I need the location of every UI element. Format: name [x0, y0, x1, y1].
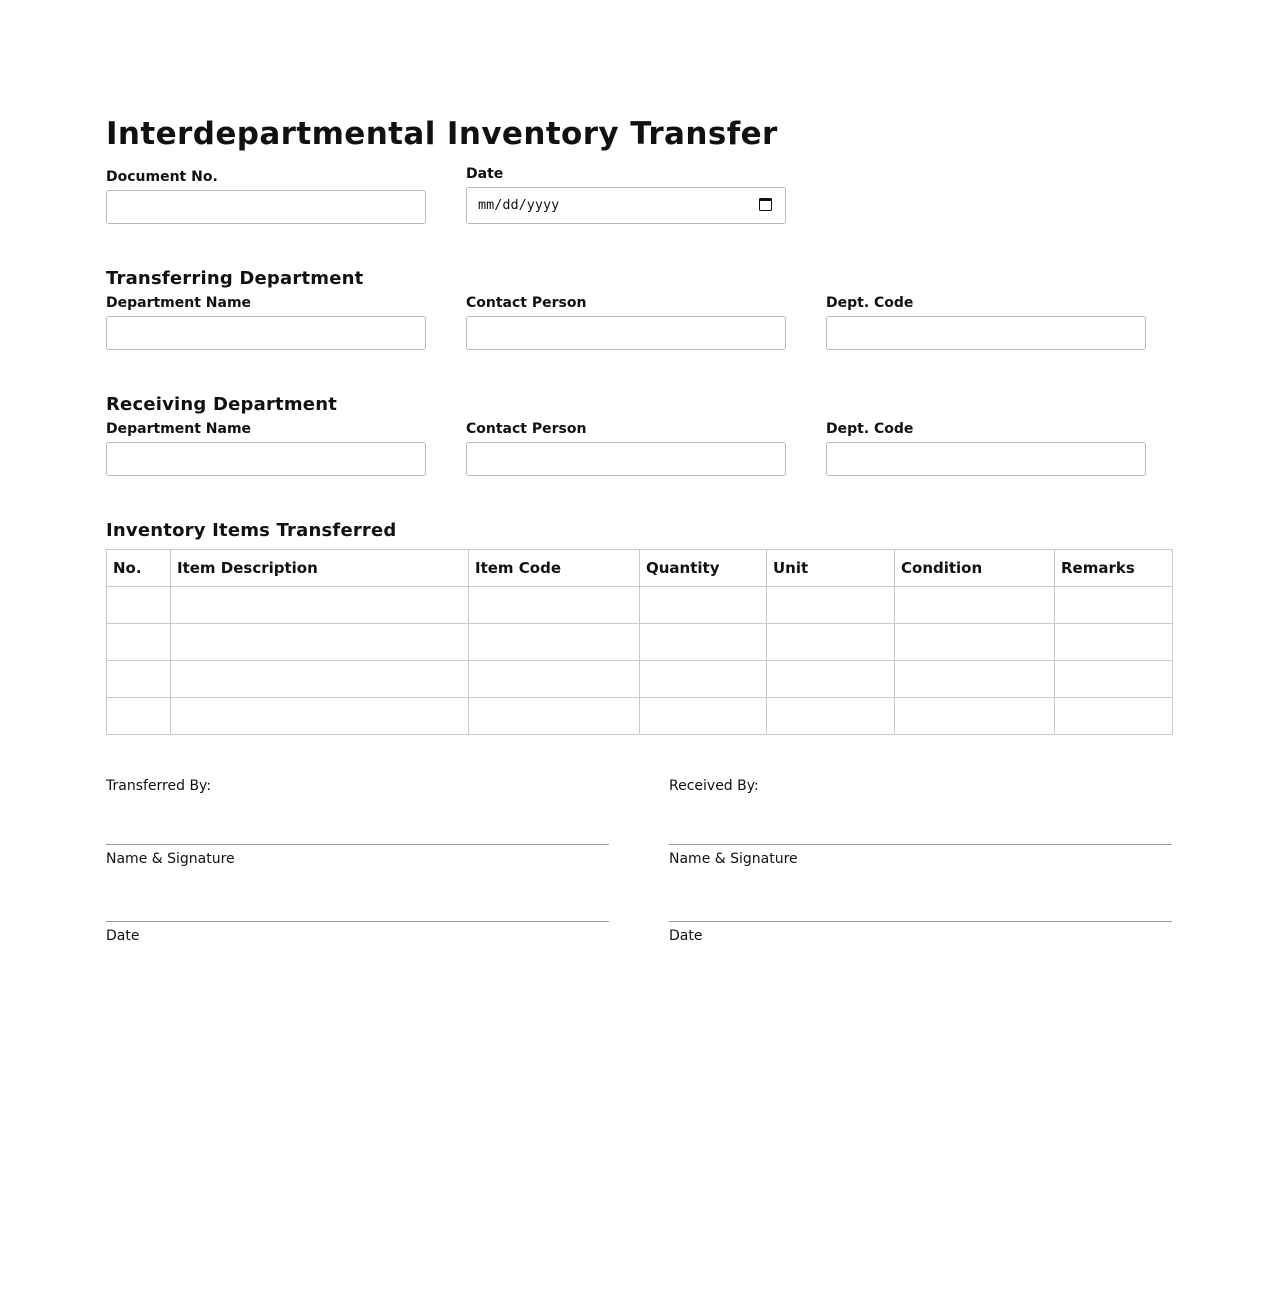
table-cell[interactable]: [469, 587, 640, 624]
table-cell[interactable]: [895, 587, 1055, 624]
transferring-dept-code-input[interactable]: [827, 317, 1145, 349]
date-field[interactable]: [466, 187, 786, 224]
receiving-department-title: Receiving Department: [106, 394, 338, 415]
table-cell[interactable]: [469, 698, 640, 735]
receiving-dept-code-field[interactable]: [826, 442, 1146, 476]
table-cell[interactable]: [767, 661, 895, 698]
received-by-date-line[interactable]: [669, 921, 1172, 922]
transferring-dept-code-field[interactable]: [826, 316, 1146, 350]
inventory-items-title: Inventory Items Transferred: [106, 520, 397, 541]
table-cell[interactable]: [767, 587, 895, 624]
table-row: [107, 624, 1173, 661]
table-cell[interactable]: [107, 698, 171, 735]
receiving-dept-name-input[interactable]: [107, 443, 425, 475]
table-cell[interactable]: [640, 624, 767, 661]
table-cell[interactable]: [107, 587, 171, 624]
transferred-by-name-signature-label: Name & Signature: [106, 851, 235, 867]
column-header-no: No.: [107, 550, 171, 587]
transferred-by-signature-line[interactable]: [106, 844, 609, 845]
received-by-date-label: Date: [669, 928, 703, 944]
table-cell[interactable]: [1055, 587, 1173, 624]
table-row: [107, 587, 1173, 624]
table-cell[interactable]: [171, 661, 469, 698]
inventory-items-table: [106, 549, 1173, 735]
table-cell[interactable]: [895, 698, 1055, 735]
column-header-item-description: Item Description: [171, 550, 469, 587]
table-cell[interactable]: [171, 624, 469, 661]
document-no-label: Document No.: [106, 169, 218, 185]
transferred-by-date-label: Date: [106, 928, 140, 944]
table-cell[interactable]: [1055, 624, 1173, 661]
table-cell[interactable]: [640, 661, 767, 698]
receiving-dept-name-label: Department Name: [106, 421, 252, 437]
transferring-contact-label: Contact Person: [466, 295, 587, 311]
transferred-by-label: Transferred By:: [106, 778, 212, 794]
column-header-condition: Condition: [895, 550, 1055, 587]
table-header-row: [107, 550, 1173, 587]
table-cell[interactable]: [767, 698, 895, 735]
transferring-dept-name-input[interactable]: [107, 317, 425, 349]
table-cell[interactable]: [469, 624, 640, 661]
receiving-dept-name-field[interactable]: [106, 442, 426, 476]
table-cell[interactable]: [640, 587, 767, 624]
transferred-by-date-line[interactable]: [106, 921, 609, 922]
calendar-icon[interactable]: [759, 198, 772, 211]
receiving-dept-code-label: Dept. Code: [826, 421, 914, 437]
transferring-contact-field[interactable]: [466, 316, 786, 350]
date-label: Date: [466, 166, 504, 182]
receiving-dept-code-input[interactable]: [827, 443, 1145, 475]
received-by-label: Received By:: [669, 778, 759, 794]
transferring-dept-name-field[interactable]: [106, 316, 426, 350]
date-placeholder: mm/dd/yyyy: [478, 197, 560, 213]
table-cell[interactable]: [767, 624, 895, 661]
receiving-contact-input[interactable]: [467, 443, 785, 475]
column-header-quantity: Quantity: [640, 550, 767, 587]
table-cell[interactable]: [1055, 698, 1173, 735]
table-cell[interactable]: [171, 587, 469, 624]
transferring-dept-code-label: Dept. Code: [826, 295, 914, 311]
table-cell[interactable]: [895, 624, 1055, 661]
table-cell[interactable]: [171, 698, 469, 735]
transferring-dept-name-label: Department Name: [106, 295, 252, 311]
table-cell[interactable]: [895, 661, 1055, 698]
column-header-item-code: Item Code: [469, 550, 640, 587]
receiving-contact-field[interactable]: [466, 442, 786, 476]
transferring-department-title: Transferring Department: [106, 268, 364, 289]
table-cell[interactable]: [1055, 661, 1173, 698]
column-header-remarks: Remarks: [1055, 550, 1173, 587]
receiving-contact-label: Contact Person: [466, 421, 587, 437]
table-row: [107, 698, 1173, 735]
table-cell[interactable]: [640, 698, 767, 735]
received-by-name-signature-label: Name & Signature: [669, 851, 798, 867]
document-no-input[interactable]: [107, 191, 425, 223]
transferring-contact-input[interactable]: [467, 317, 785, 349]
table-row: [107, 661, 1173, 698]
table-cell[interactable]: [469, 661, 640, 698]
table-cell[interactable]: [107, 661, 171, 698]
column-header-unit: Unit: [767, 550, 895, 587]
document-no-field[interactable]: [106, 190, 426, 224]
received-by-signature-line[interactable]: [669, 844, 1172, 845]
page-title: Interdepartmental Inventory Transfer: [106, 116, 778, 152]
table-cell[interactable]: [107, 624, 171, 661]
